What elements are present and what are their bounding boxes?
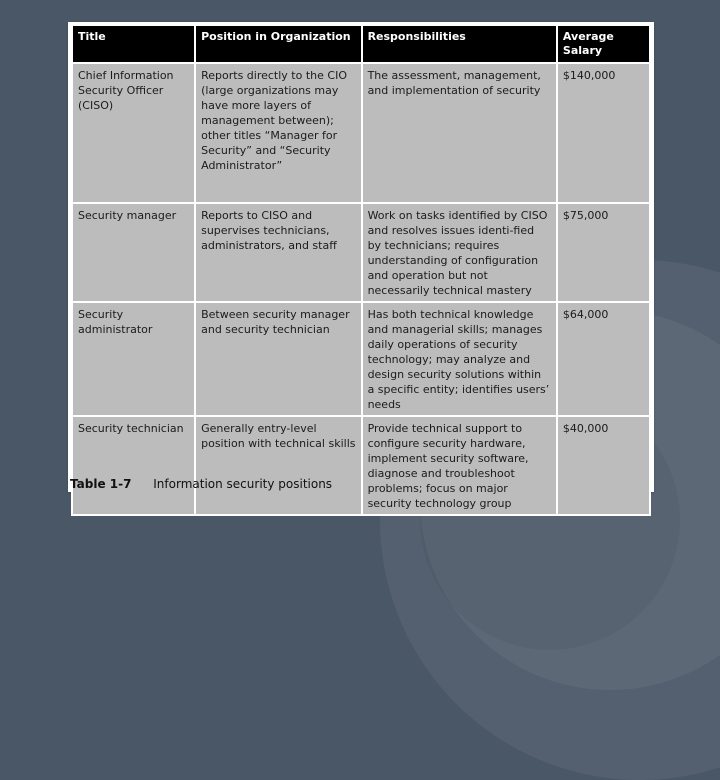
positions-table — [71, 24, 651, 516]
header-average-salary: Average Salary — [557, 25, 650, 63]
table-caption — [70, 477, 332, 491]
caption-text: Information security positions — [153, 477, 333, 491]
cell-position: Reports to CISO and supervises technicians, administrators, and staff — [195, 203, 361, 302]
table-row — [72, 63, 650, 203]
cell-salary: $140,000 — [557, 63, 650, 203]
cell-salary: $75,000 — [557, 203, 650, 302]
table-header-row — [72, 25, 650, 63]
document-page — [68, 22, 654, 510]
cell-responsibilities: Work on tasks identified by CISO and resolves issues identi-fied by technicians; requires understanding of configuration and operation but not necessarily technical mastery — [362, 203, 557, 302]
table-row — [72, 416, 650, 515]
table-row — [72, 302, 650, 416]
cell-salary: $64,000 — [557, 302, 650, 416]
caption-label: Table 1-7 — [70, 477, 132, 491]
header-responsibilities: Responsibilities — [362, 25, 557, 63]
cell-responsibilities: Has both technical knowledge and managerial skills; manages daily operations of security technology; may analyze and design security solutions within a specific entity; identifies users’ needs — [362, 302, 557, 416]
cell-responsibilities: Provide technical support to configure security hardware, implement security software, diagnose and troubleshoot problems; focus on major security technology group — [362, 416, 557, 515]
cell-title: Security technician — [72, 416, 195, 515]
header-title: Title — [72, 25, 195, 63]
cell-title: Security manager — [72, 203, 195, 302]
cell-title: Security administrator — [72, 302, 195, 416]
cell-salary: $40,000 — [557, 416, 650, 515]
header-position: Position in Organization — [195, 25, 361, 63]
cell-position: Generally entry-level position with technical skills — [195, 416, 361, 515]
cell-position: Between security manager and security technician — [195, 302, 361, 416]
table-row — [72, 203, 650, 302]
cell-title: Chief Information Security Officer (CISO) — [72, 63, 195, 203]
cell-responsibilities: The assessment, management, and implementation of security — [362, 63, 557, 203]
cell-position: Reports directly to the CIO (large organizations may have more layers of management between); other titles “Manager for Security” and “Security Administrator” — [195, 63, 361, 203]
